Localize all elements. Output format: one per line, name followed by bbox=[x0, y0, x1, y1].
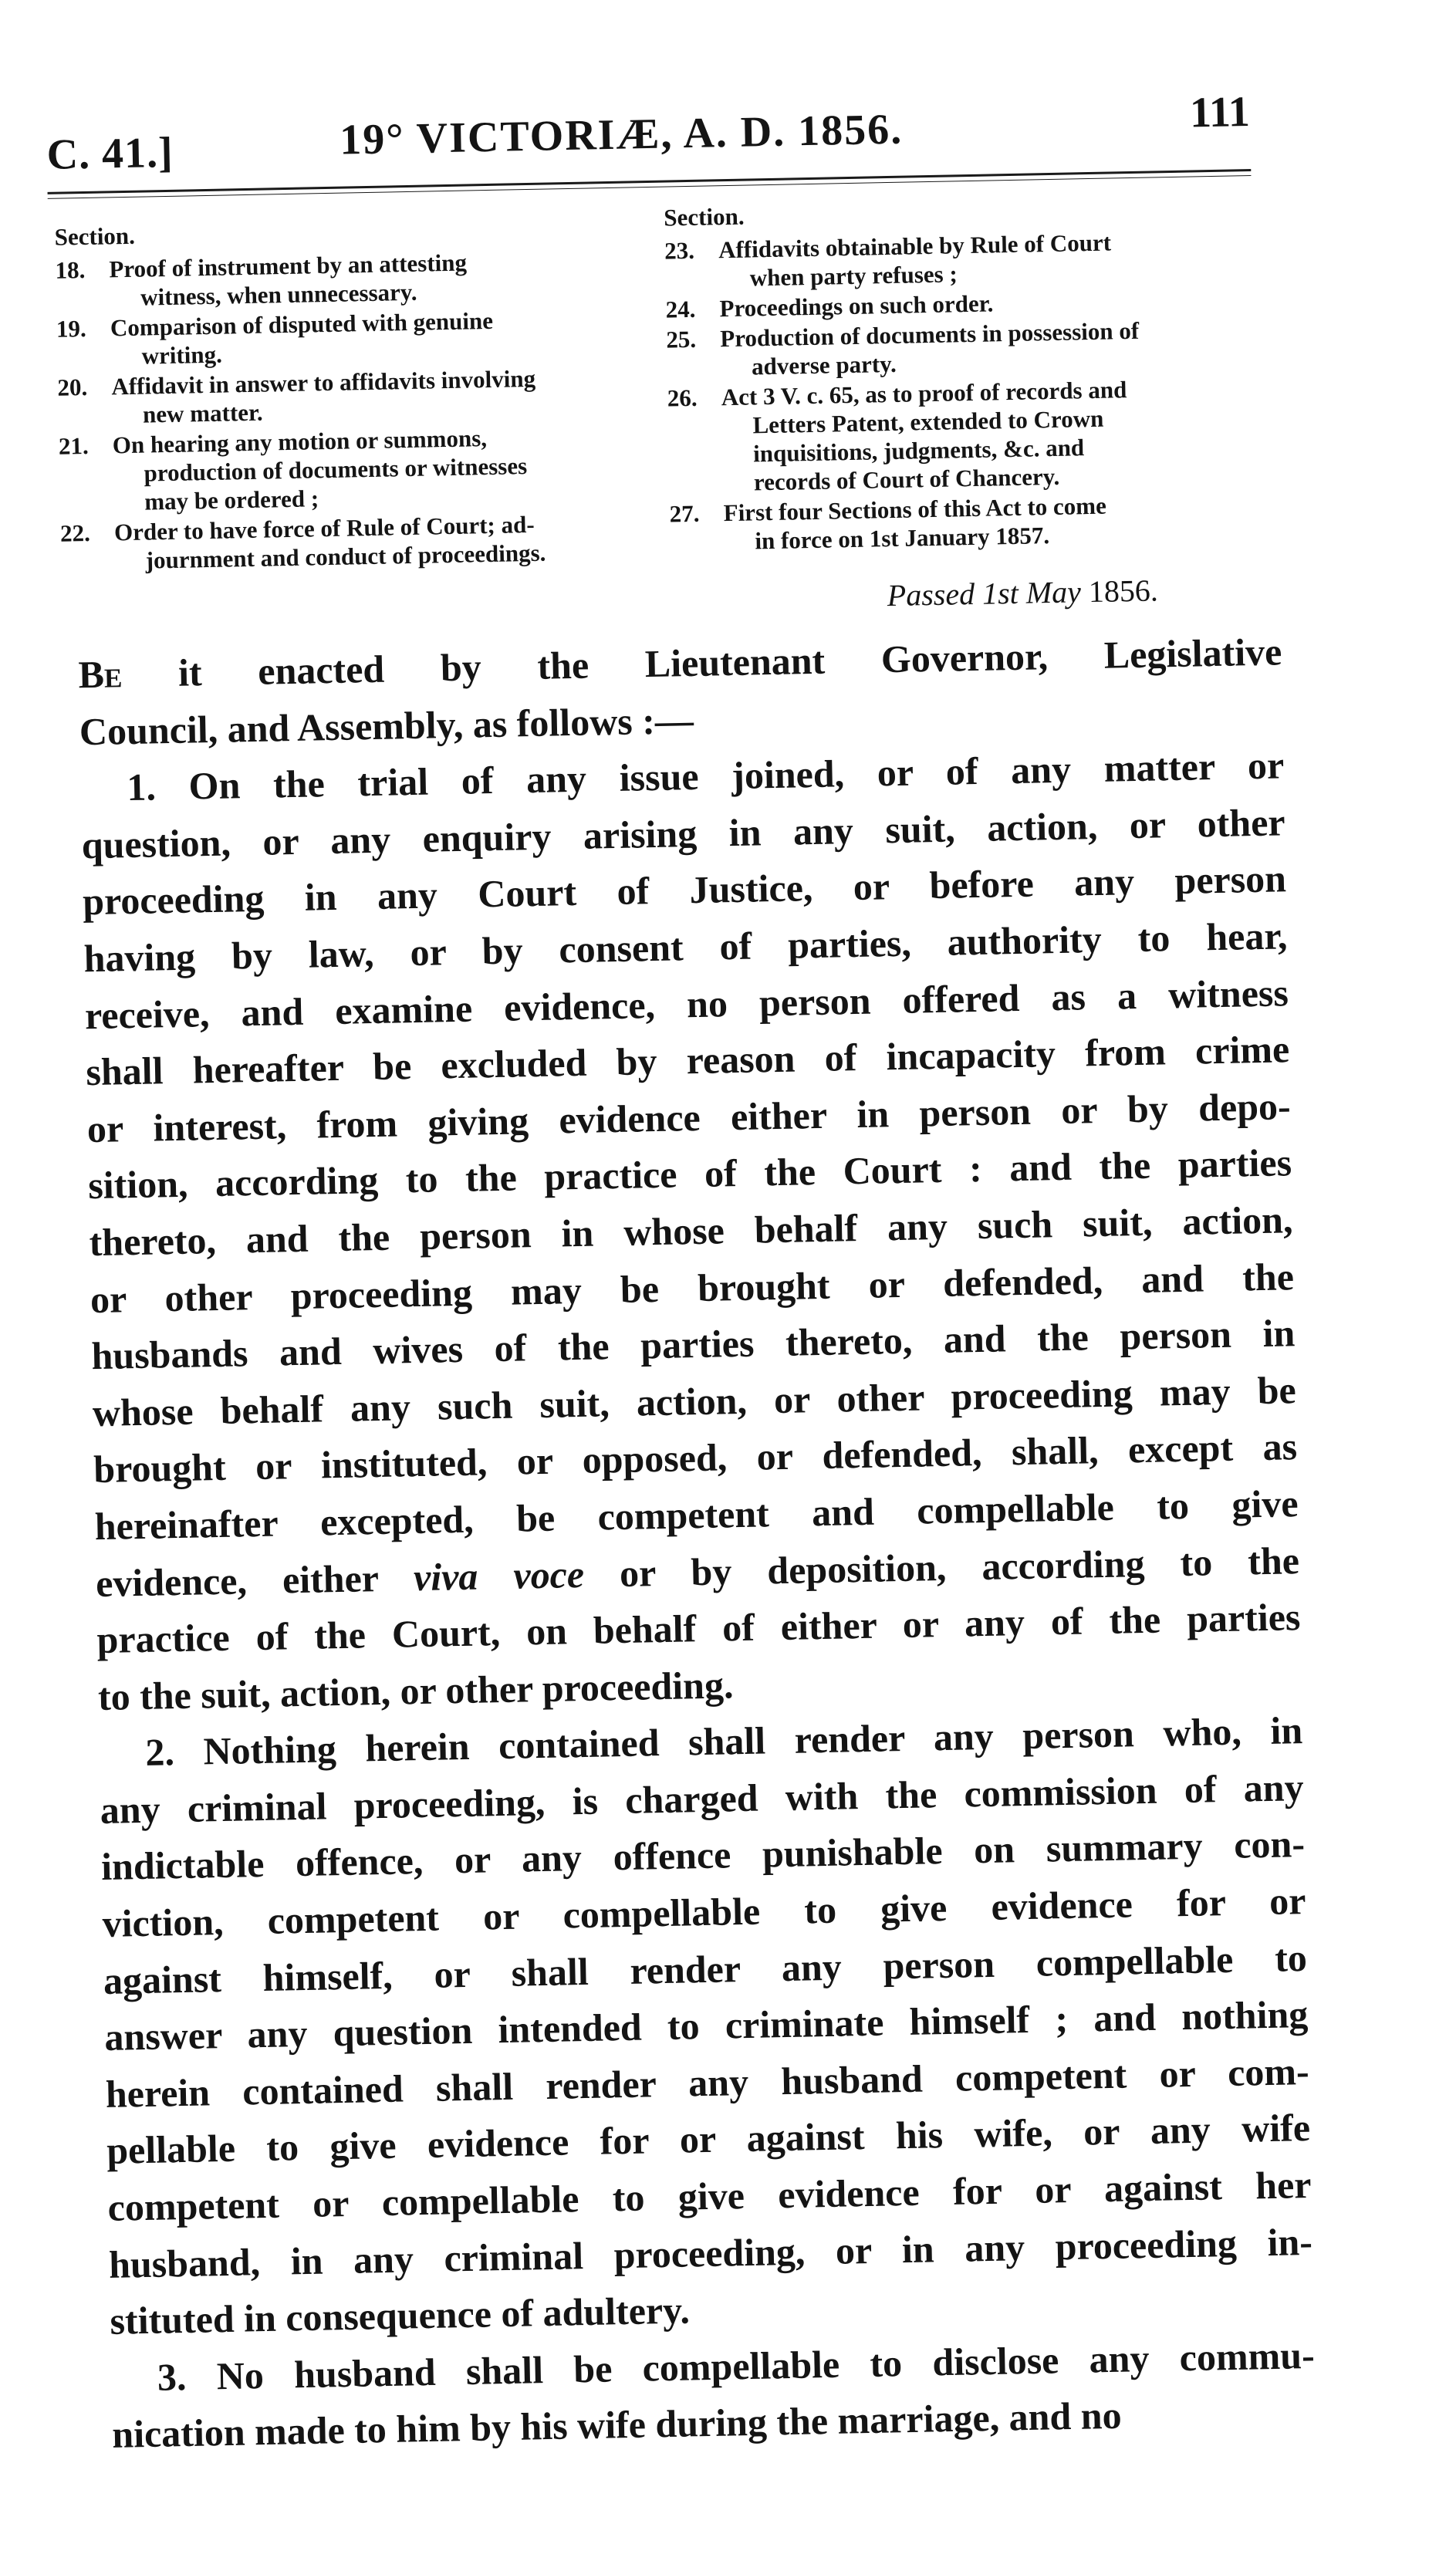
enacting-clause bbox=[78, 623, 1284, 760]
contents-item bbox=[664, 225, 1267, 294]
contents-item-line: in force on 1st January 1857. bbox=[755, 522, 1050, 555]
contents-item-line: witness, when unnecessary. bbox=[140, 278, 417, 311]
contents-item-line: First four Sections of this Act to come bbox=[723, 492, 1107, 527]
contents-item bbox=[667, 373, 1271, 498]
act-body bbox=[78, 623, 1316, 2464]
text-line: whose behalf any such suit, action, or other proceeding may be bbox=[92, 1367, 1297, 1434]
contents-item bbox=[669, 488, 1272, 557]
contents-item-text bbox=[720, 314, 1269, 382]
contents-item-line: when party refuses ; bbox=[749, 260, 958, 292]
text-line: viction, competent or compellable to give evidence for or bbox=[102, 1879, 1306, 1946]
text-line: proceeding in any Court of Justice, or before any person bbox=[82, 856, 1287, 924]
contents-item-text bbox=[110, 303, 659, 371]
running-title: 19° VICTORIÆ, A. D. 1856. bbox=[339, 105, 904, 164]
text-line: sition, according to the practice of the Court : and the parties bbox=[87, 1140, 1292, 1208]
contents-item-text bbox=[721, 373, 1271, 498]
contents-item-text bbox=[111, 362, 660, 430]
contents-item-line: Order to have force of Rule of Court; ad- bbox=[113, 510, 535, 546]
text-line: indictable offence, or any offence punishable on summary con- bbox=[100, 1822, 1306, 1889]
text-line: any criminal proceeding, is charged with the commission of any bbox=[100, 1765, 1305, 1832]
contents-item-number: 22. bbox=[59, 519, 91, 547]
contents-item-line: Letters Patent, extended to Crown bbox=[752, 404, 1104, 439]
text-line: herein contained shall render any husband competent or com- bbox=[105, 2049, 1310, 2116]
contents-item-line: Proof of instrument by an attesting bbox=[109, 248, 468, 283]
text-line: husbands and wives of the parties thereto, and the person in bbox=[90, 1311, 1296, 1378]
text-line: having by law, or by consent of parties, authority to hear, bbox=[83, 914, 1288, 981]
contents-item-line: Affidavits obtainable by Rule of Court bbox=[718, 228, 1112, 264]
section-2 bbox=[99, 1702, 1314, 2350]
contents-item-line: Affidavit in answer to affidavits involving bbox=[111, 364, 536, 400]
text-line: competent or compellable to give evidence for or against her bbox=[107, 2162, 1312, 2229]
text-line: 1. On the trial of any issue joined, or of any matter or bbox=[126, 743, 1285, 809]
section-1 bbox=[80, 737, 1302, 1725]
contents-item bbox=[57, 362, 660, 431]
page-number: 111 bbox=[1189, 87, 1251, 137]
contents-item-number: 25. bbox=[666, 325, 697, 353]
chapter-reference: C. 41.] bbox=[46, 128, 174, 179]
contents-item-line: Proceedings on such order. bbox=[719, 289, 994, 323]
text-line: shall hereafter be excluded by reason of incapacity from crime bbox=[85, 1027, 1290, 1094]
contents-item-number: 24. bbox=[665, 295, 696, 323]
contents-item bbox=[55, 245, 657, 313]
text-line: against himself, or shall render any person compellable to bbox=[103, 1935, 1308, 2002]
text-line: to the suit, action, or other proceeding. bbox=[97, 1662, 734, 1718]
contents-item-number: 21. bbox=[58, 431, 89, 460]
contents-right-column bbox=[664, 192, 1272, 559]
contents-item-line: On hearing any motion or summons, bbox=[112, 424, 488, 459]
contents-left-column bbox=[54, 211, 663, 578]
contents-item-text bbox=[114, 508, 663, 576]
passed-date bbox=[887, 572, 1158, 613]
contents-item-number: 20. bbox=[57, 373, 88, 401]
text-line: 2. Nothing herein contained shall render any person who, in bbox=[144, 1708, 1303, 1775]
contents-item-number: 27. bbox=[669, 499, 700, 528]
contents-item-line: Comparison of disputed with genuine bbox=[110, 306, 494, 342]
contents-item-number: 19. bbox=[56, 315, 87, 343]
text-line: nication made to him by his wife during the marriage, and no bbox=[111, 2394, 1123, 2457]
text-line: Council, and Assembly, as follows :— bbox=[79, 698, 694, 753]
contents-item-line: adverse party. bbox=[751, 350, 897, 380]
contents-item-text bbox=[723, 488, 1272, 556]
passed-label: Passed 1st May bbox=[887, 574, 1082, 613]
text-line: Be it enacted by the Lieutenant Governor, Legislative bbox=[78, 630, 1282, 697]
text-line: evidence, either viva voce or by deposition, according to the bbox=[95, 1538, 1300, 1605]
section-3 bbox=[110, 2327, 1316, 2464]
contents-item-line: new matter. bbox=[142, 398, 263, 428]
contents-item-line: may be ordered ; bbox=[144, 485, 319, 515]
page-header bbox=[46, 81, 1251, 181]
text-line: answer any question intended to criminate himself ; and nothing bbox=[103, 1992, 1309, 2059]
text-line: practice of the Court, on behalf of either or any of the parties bbox=[96, 1595, 1301, 1662]
contents-section-heading: Section. bbox=[663, 202, 745, 231]
contents-item-line: Act 3 V. c. 65, as to proof of records and bbox=[721, 376, 1127, 411]
text-line: brought or instituted, or opposed, or defended, shall, except as bbox=[93, 1424, 1298, 1492]
contents-item-line: inquisitions, judgments, &c. and bbox=[752, 434, 1085, 468]
contents-item-line: writing. bbox=[141, 340, 223, 370]
contents-item-number: 18. bbox=[55, 256, 86, 284]
contents-item bbox=[666, 314, 1269, 383]
contents-item bbox=[59, 421, 662, 518]
passed-year: 1856. bbox=[1088, 573, 1159, 610]
contents-item-line: records of Court of Chancery. bbox=[753, 462, 1060, 496]
text-line: stituted in consequence of adultery. bbox=[109, 2288, 691, 2343]
text-line: question, or any enquiry arising in any suit, action, or other bbox=[81, 800, 1286, 867]
text-line: hereinafter excepted, be competent and compellable to give bbox=[94, 1482, 1299, 1548]
contents-item-text bbox=[718, 225, 1267, 293]
contents-list bbox=[55, 245, 663, 576]
contents-section-heading: Section. bbox=[54, 221, 136, 251]
contents-item-number: 23. bbox=[664, 236, 695, 265]
text-line: 3. No husband shall be compellable to disclose any commu- bbox=[157, 2333, 1316, 2399]
contents-item-line: production of documents or witnesses bbox=[144, 452, 528, 487]
text-line: receive, and examine evidence, no person offered as a witness bbox=[84, 970, 1289, 1037]
contents-item bbox=[60, 508, 663, 576]
text-line: or interest, from giving evidence either in person or by depo- bbox=[86, 1083, 1292, 1150]
text-line: or other proceeding may be brought or defended, and the bbox=[90, 1254, 1295, 1321]
text-line: pellable to give evidence for or against his wife, or any wife bbox=[106, 2106, 1311, 2173]
contents-item bbox=[56, 303, 659, 372]
contents-item-text bbox=[109, 245, 657, 313]
contents-item-number: 26. bbox=[667, 383, 698, 412]
contents-list bbox=[664, 225, 1272, 557]
text-line: husband, in any criminal proceeding, or in any proceeding in- bbox=[108, 2219, 1313, 2286]
contents-item-line: journment and conduct of proceedings. bbox=[145, 539, 546, 574]
text-line: thereto, and the person in whose behalf any such suit, action, bbox=[89, 1198, 1293, 1265]
contents-item-text bbox=[113, 421, 662, 517]
contents-item-line: Production of documents in possession of bbox=[720, 316, 1140, 353]
